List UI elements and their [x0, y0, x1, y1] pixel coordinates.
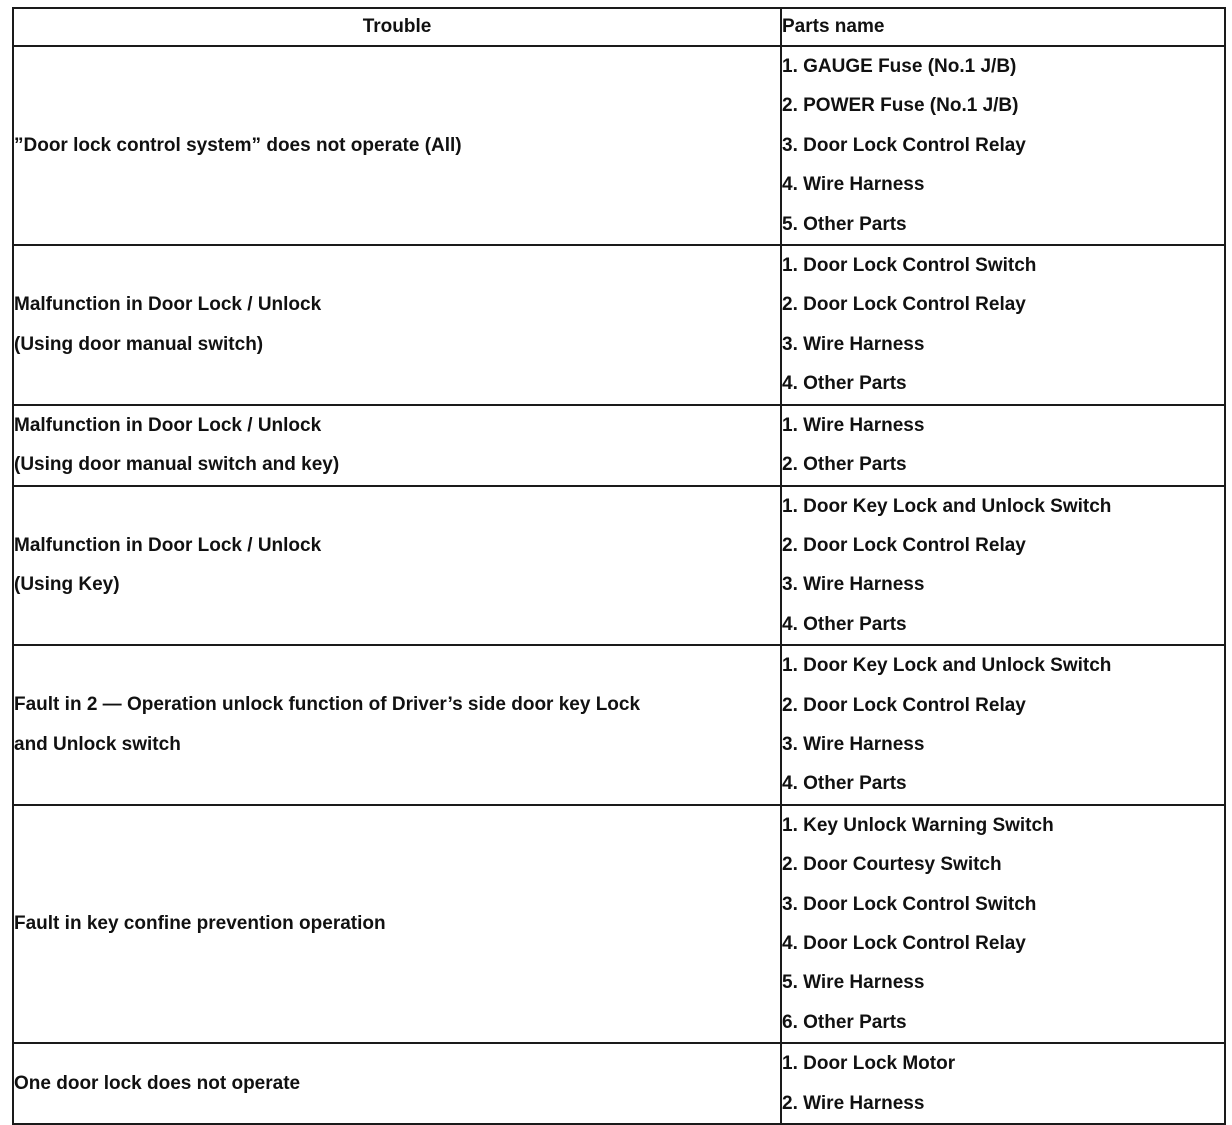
table-row	[13, 1043, 1225, 1124]
trouble-text-line: Malfunction in Door Lock / Unlock	[14, 534, 322, 556]
part-item: 4. Other Parts	[782, 373, 907, 395]
table-row	[13, 486, 1225, 646]
part-item: 1. Key Unlock Warning Switch	[782, 814, 1054, 836]
table-row	[13, 805, 1225, 1043]
parts-cell	[781, 805, 1225, 1043]
part-item: 6. Other Parts	[782, 1011, 907, 1033]
trouble-cell	[13, 486, 781, 646]
part-item: 2. Wire Harness	[782, 1092, 925, 1114]
part-item: 3. Door Lock Control Relay	[782, 134, 1026, 156]
part-item: 5. Other Parts	[782, 213, 907, 235]
part-item: 2. Door Lock Control Relay	[782, 294, 1026, 316]
parts-cell	[781, 405, 1225, 486]
trouble-cell	[13, 1043, 781, 1124]
table-header-row	[13, 8, 1225, 46]
table-row	[13, 405, 1225, 486]
part-item: 1. Door Key Lock and Unlock Switch	[782, 655, 1112, 677]
part-item: 4. Door Lock Control Relay	[782, 933, 1026, 954]
part-item: 1. Door Key Lock and Unlock Switch	[782, 495, 1112, 517]
table-row	[13, 645, 1225, 805]
trouble-cell	[13, 245, 781, 405]
part-item: 3. Wire Harness	[782, 734, 925, 756]
trouble-text-line: Fault in 2 — Operation unlock function of Driver’s side door key Lock	[14, 694, 641, 716]
header-parts-name: Parts name	[781, 8, 1225, 46]
trouble-cell	[13, 805, 781, 1043]
trouble-text-line: ”Door lock control system” does not operate (All)	[14, 134, 462, 156]
trouble-cell	[13, 46, 781, 245]
trouble-text-line: One door lock does not operate	[14, 1072, 301, 1094]
part-item: 2. Other Parts	[782, 454, 907, 476]
part-item: 2. Door Courtesy Switch	[782, 854, 1002, 876]
trouble-text-line: and Unlock switch	[14, 734, 181, 756]
trouble-text-line: (Using door manual switch and key)	[14, 454, 340, 476]
parts-cell	[781, 245, 1225, 405]
part-item: 3. Wire Harness	[782, 574, 925, 596]
part-item: 4. Other Parts	[782, 613, 907, 635]
troubleshooting-table	[12, 7, 1226, 1125]
trouble-cell	[13, 645, 781, 805]
trouble-text-line: Malfunction in Door Lock / Unlock	[14, 414, 322, 436]
trouble-text-line: Fault in key confine prevention operation	[14, 913, 386, 935]
part-item: 3. Wire Harness	[782, 333, 925, 355]
header-trouble: Trouble	[13, 8, 781, 46]
trouble-text-line: (Using Key)	[14, 574, 120, 596]
part-item: 4. Other Parts	[782, 773, 907, 795]
part-item: 1. GAUGE Fuse (No.1 J/B)	[782, 56, 1017, 77]
part-item: 3. Door Lock Control Switch	[782, 893, 1037, 915]
part-item: 4. Wire Harness	[782, 174, 925, 196]
parts-cell	[781, 1043, 1225, 1124]
troubleshooting-sheet	[12, 7, 1224, 1125]
parts-cell	[781, 645, 1225, 805]
table-row	[13, 245, 1225, 405]
part-item: 1. Door Lock Control Switch	[782, 254, 1037, 276]
part-item: 1. Door Lock Motor	[782, 1053, 956, 1075]
part-item: 2. Door Lock Control Relay	[782, 535, 1026, 557]
trouble-text-line: Malfunction in Door Lock / Unlock	[14, 294, 322, 316]
part-item: 1. Wire Harness	[782, 414, 925, 436]
parts-cell	[781, 486, 1225, 646]
table-row	[13, 46, 1225, 245]
trouble-cell	[13, 405, 781, 486]
parts-cell	[781, 46, 1225, 245]
trouble-text-line: (Using door manual switch)	[14, 333, 264, 355]
part-item: 5. Wire Harness	[782, 972, 925, 994]
part-item: 2. POWER Fuse (No.1 J/B)	[782, 95, 1019, 117]
part-item: 2. Door Lock Control Relay	[782, 694, 1026, 716]
